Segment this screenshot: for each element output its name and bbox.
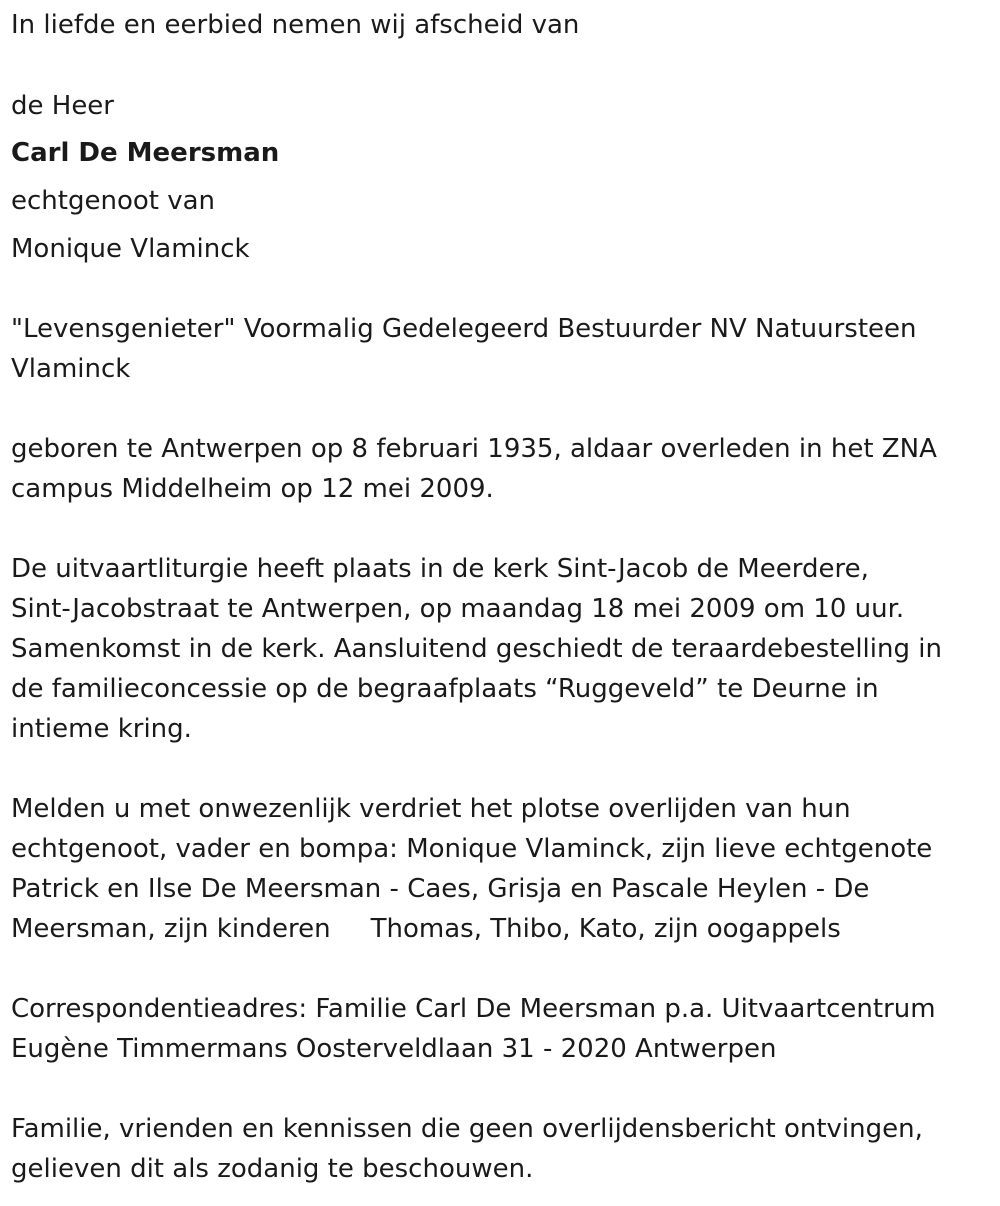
birth-death-line-2: campus Middelheim op 12 mei 2009. bbox=[11, 474, 494, 504]
announcers-line-1: Melden u met onwezenlijk verdriet het plotse overlijden van hun bbox=[11, 794, 851, 824]
intro-text: In liefde en eerbied nemen wij afscheid van bbox=[11, 10, 580, 40]
closing-line-1: Familie, vrienden en kennissen die geen overlijdensbericht ontvingen, bbox=[11, 1114, 923, 1144]
funeral-line-1: De uitvaartliturgie heeft plaats in de kerk Sint-Jacob de Meerdere, bbox=[11, 554, 869, 584]
announcers-line-4 bbox=[11, 909, 841, 949]
grandchildren-text: Thomas, Thibo, Kato, zijn oogappels bbox=[370, 914, 841, 944]
salutation: de Heer bbox=[11, 91, 114, 121]
funeral-line-4: de familieconcessie op de begraafplaats “Ruggeveld” te Deurne in bbox=[11, 674, 879, 704]
announcers-line-3: Patrick en Ilse De Meersman - Caes, Grisja en Pascale Heylen - De bbox=[11, 874, 870, 904]
funeral-line-5: intieme kring. bbox=[11, 714, 192, 744]
correspondence-line-2: Eugène Timmermans Oosterveldlaan 31 - 2020 Antwerpen bbox=[11, 1034, 777, 1064]
funeral-line-3: Samenkomst in de kerk. Aansluitend geschiedt de teraardebestelling in bbox=[11, 634, 942, 664]
spouse-name: Monique Vlaminck bbox=[11, 234, 250, 264]
deceased-name: Carl De Meersman bbox=[11, 138, 280, 168]
funeral-line-2: Sint-Jacobstraat te Antwerpen, op maandag 18 mei 2009 om 10 uur. bbox=[11, 594, 905, 624]
spouse-label: echtgenoot van bbox=[11, 186, 216, 216]
closing-line-2: gelieven dit als zodanig te beschouwen. bbox=[11, 1154, 534, 1184]
description-line-1: "Levensgenieter" Voormalig Gedelegeerd Bestuurder NV Natuursteen bbox=[11, 314, 917, 344]
birth-death-line-1: geboren te Antwerpen op 8 februari 1935, aldaar overleden in het ZNA bbox=[11, 434, 937, 464]
correspondence-line-1: Correspondentieadres: Familie Carl De Meersman p.a. Uitvaartcentrum bbox=[11, 994, 936, 1024]
description-line-2: Vlaminck bbox=[11, 354, 131, 384]
announcers-line-2: echtgenoot, vader en bompa: Monique Vlaminck, zijn lieve echtgenote bbox=[11, 834, 933, 864]
children-text: Meersman, zijn kinderen bbox=[11, 914, 331, 944]
